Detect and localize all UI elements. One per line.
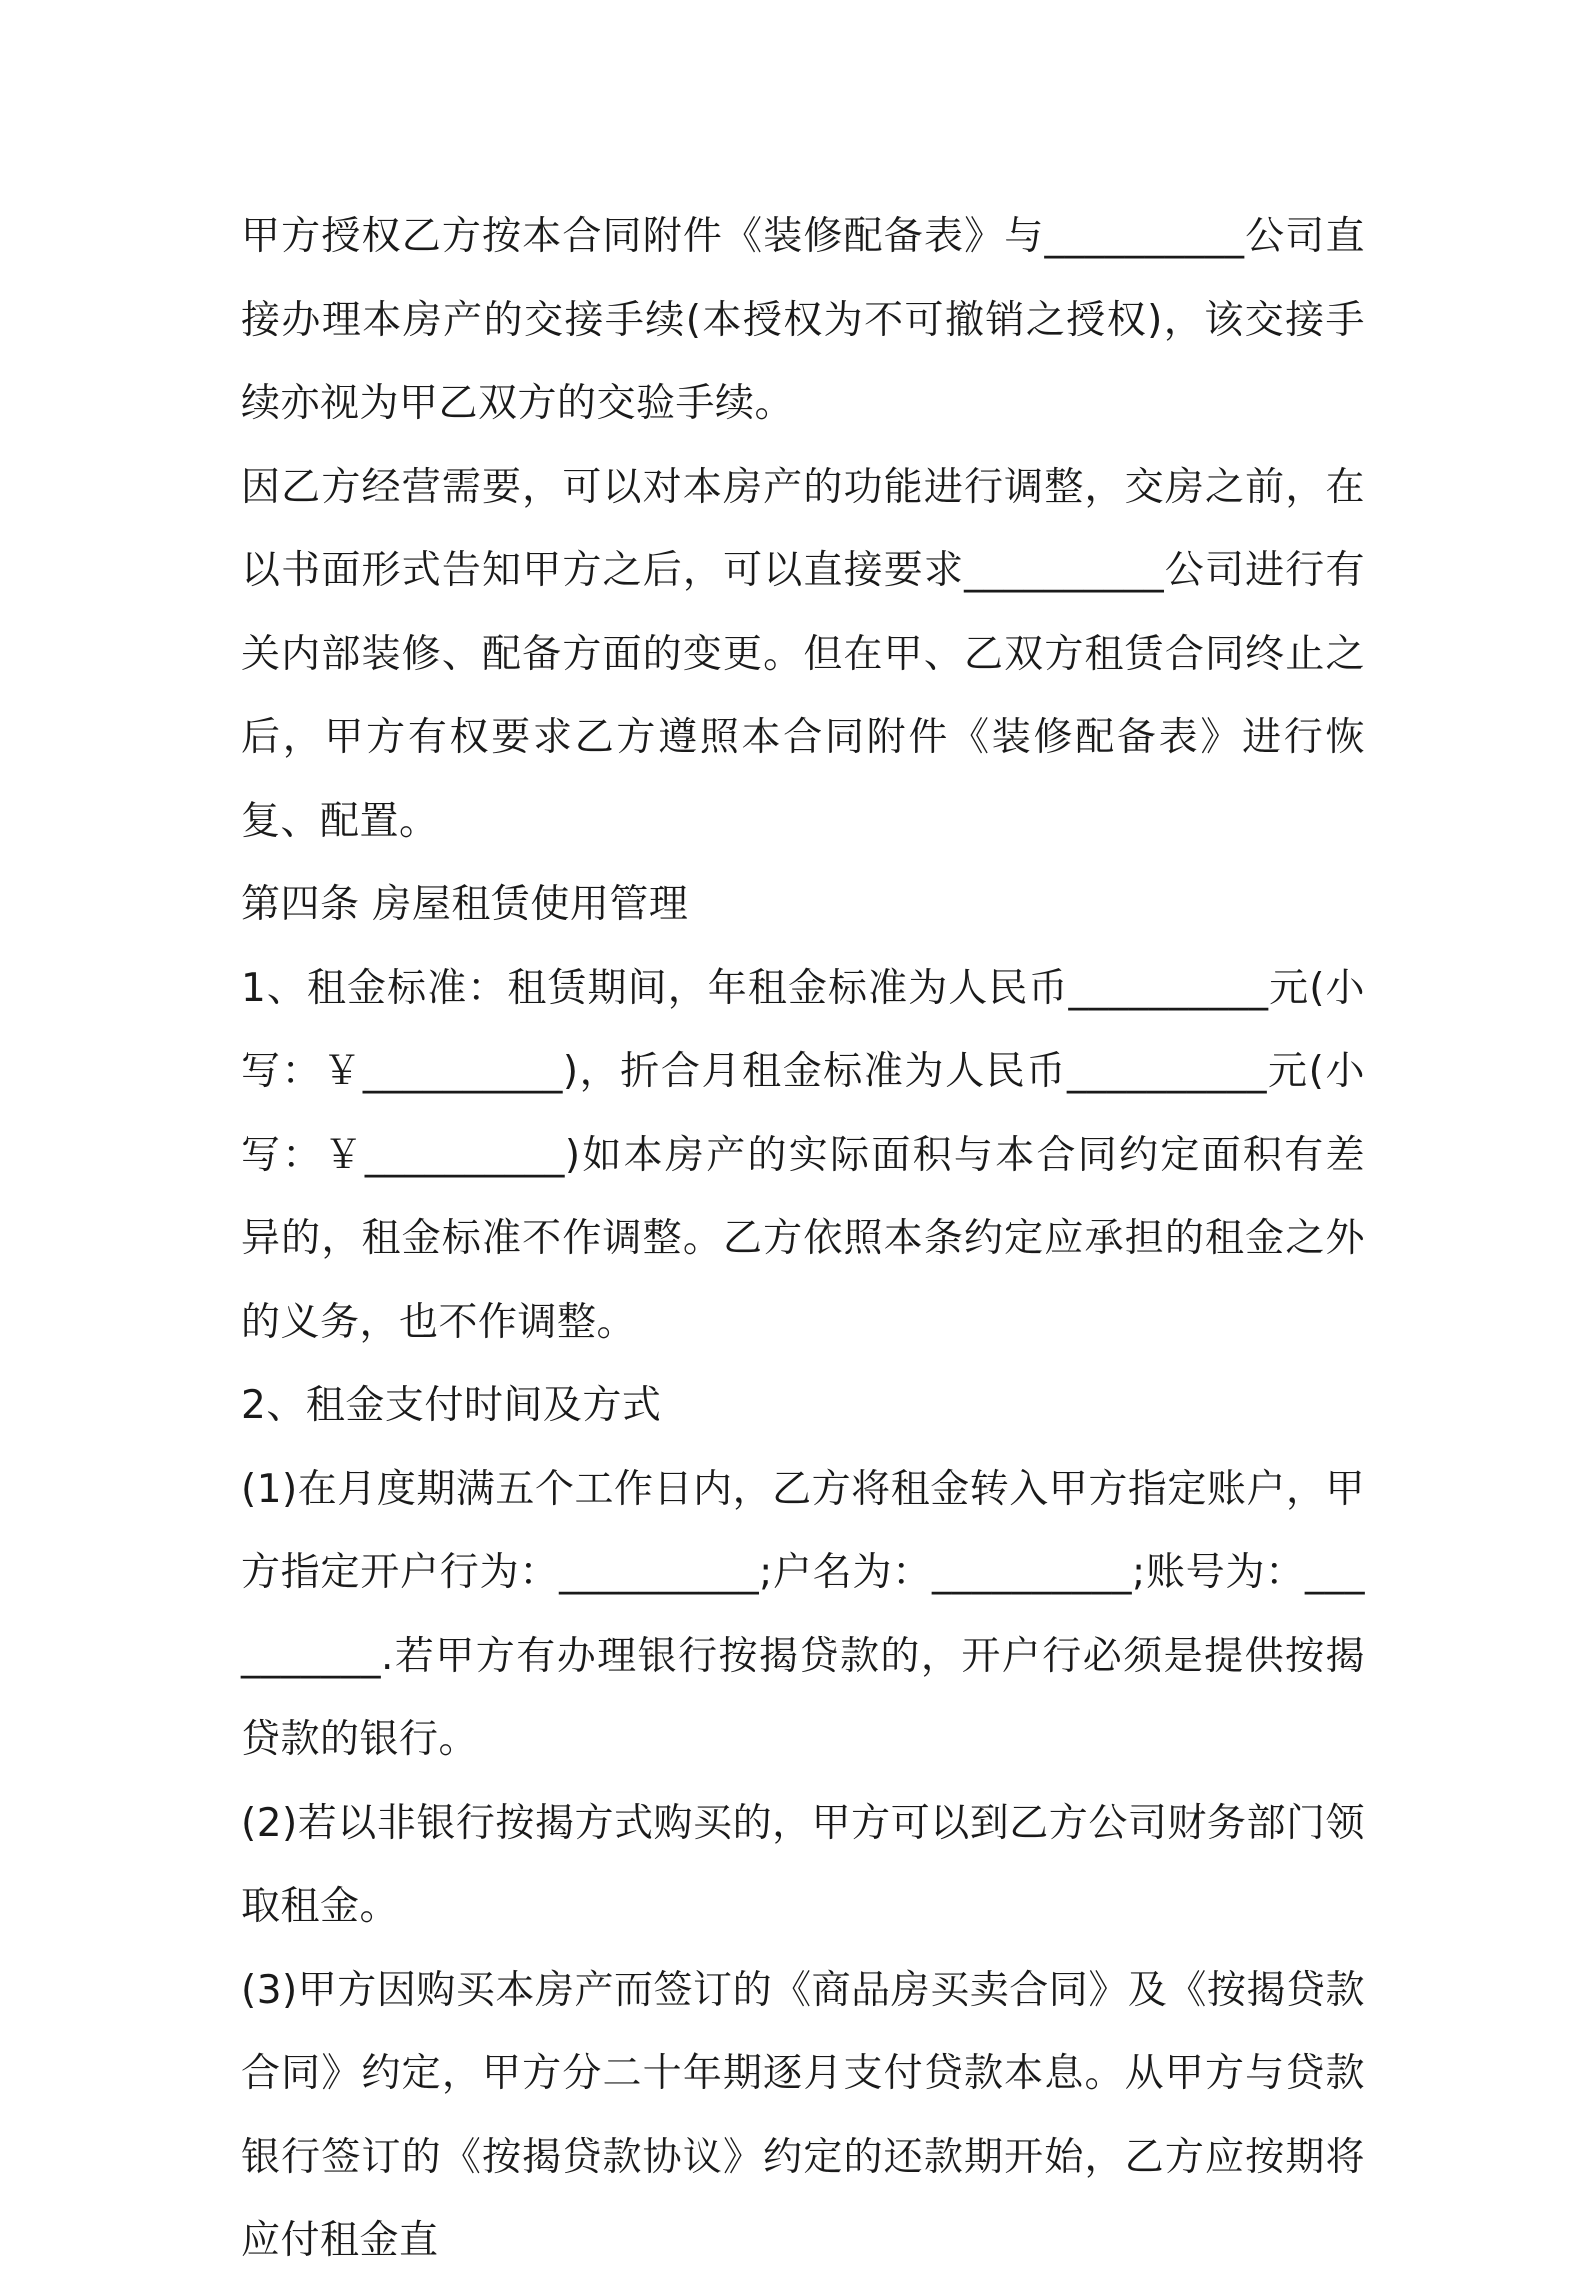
- paragraph-payment-clause-1: (1)在月度期满五个工作日内，乙方将租金转入甲方指定账户，甲方指定开户行为：__________;户名为：__________;账号为：__________.若甲方有办理银行按揭贷款的，开户行必须是提供按揭贷款的银行。: [241, 1466, 1365, 1762]
- paragraph-payment-clause-2: (2)若以非银行按揭方式购买的，甲方可以到乙方公司财务部门领取租金。: [241, 1800, 1365, 1929]
- paragraph-payment-clause-3: (3)甲方因购买本房产而签订的《商品房买卖合同》及《按揭贷款合同》约定，甲方分二十年期逐月支付贷款本息。从甲方与贷款银行签订的《按揭贷款协议》约定的还款期开始，乙方应按期将应付租金直: [241, 1967, 1365, 2263]
- paragraph-handover-authorization: 甲方授权乙方按本合同附件《装修配备表》与__________公司直接办理本房产的交接手续(本授权为不可撤销之授权)，该交接手续亦视为甲乙双方的交验手续。: [241, 214, 1365, 426]
- section-heading-article-4: 第四条 房屋租赁使用管理: [241, 882, 689, 927]
- paragraph-function-adjustment: 因乙方经营需要，可以对本房产的功能进行调整，交房之前，在以书面形式告知甲方之后，可以直接要求__________公司进行有关内部装修、配备方面的变更。但在甲、乙双方租赁合同终止之后，甲方有权要求乙方遵照本合同附件《装修配备表》进行恢复、配置。: [241, 464, 1365, 844]
- subheading-rent-payment: 2、租金支付时间及方式: [241, 1383, 662, 1428]
- paragraph-rent-standard: 1、租金标准：租赁期间，年租金标准为人民币__________元(小写：￥__________)，折合月租金标准为人民币__________元(小写：￥__________)如本房产的实际面积与本合同约定面积有差异的，租金标准不作调整。乙方依照本条约定应承担的租金之外的义务，也不作调整。: [241, 965, 1365, 1345]
- document-page: [241, 195, 1365, 2283]
